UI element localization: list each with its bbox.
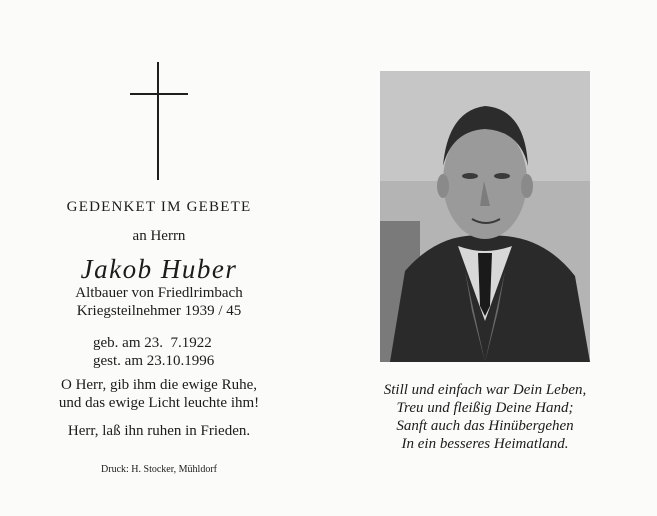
portrait-photo [380,71,590,362]
prayer-line-3: Herr, laß ihn ruhen in Frieden. [67,423,251,439]
occupation-line-1: Altbauer von Friedlrimbach [75,285,243,301]
salutation: an Herrn [132,228,186,244]
life-dates [93,334,293,370]
prayer [0,376,318,412]
card-heading: GEDENKET IM GEBETE [66,199,252,215]
deceased-name: Jakob Huber [80,254,238,284]
death-date: gest. am 23.10.1996 [93,353,215,369]
memorial-verse [340,381,630,453]
portrait-image-icon [380,71,590,362]
verse-line-2: Treu und fleißig Deine Hand; [396,400,574,416]
occupation [0,284,318,320]
birth-date: geb. am 23. 7.1922 [93,335,212,351]
occupation-line-2: Kriegsteilnehmer 1939 / 45 [76,303,242,319]
prayer-line-2: und das ewige Licht leuchte ihm! [58,395,260,411]
printer-credit: Druck: H. Stocker, Mühldorf [101,464,217,475]
cross-icon [130,62,188,182]
verse-line-3: Sanft auch das Hinübergehen [396,418,574,434]
verse-line-1: Still und einfach war Dein Leben, [383,382,587,398]
prayer-line-1: O Herr, gib ihm die ewige Ruhe, [60,377,258,393]
verse-line-4: In ein besseres Heimatland. [401,436,569,452]
